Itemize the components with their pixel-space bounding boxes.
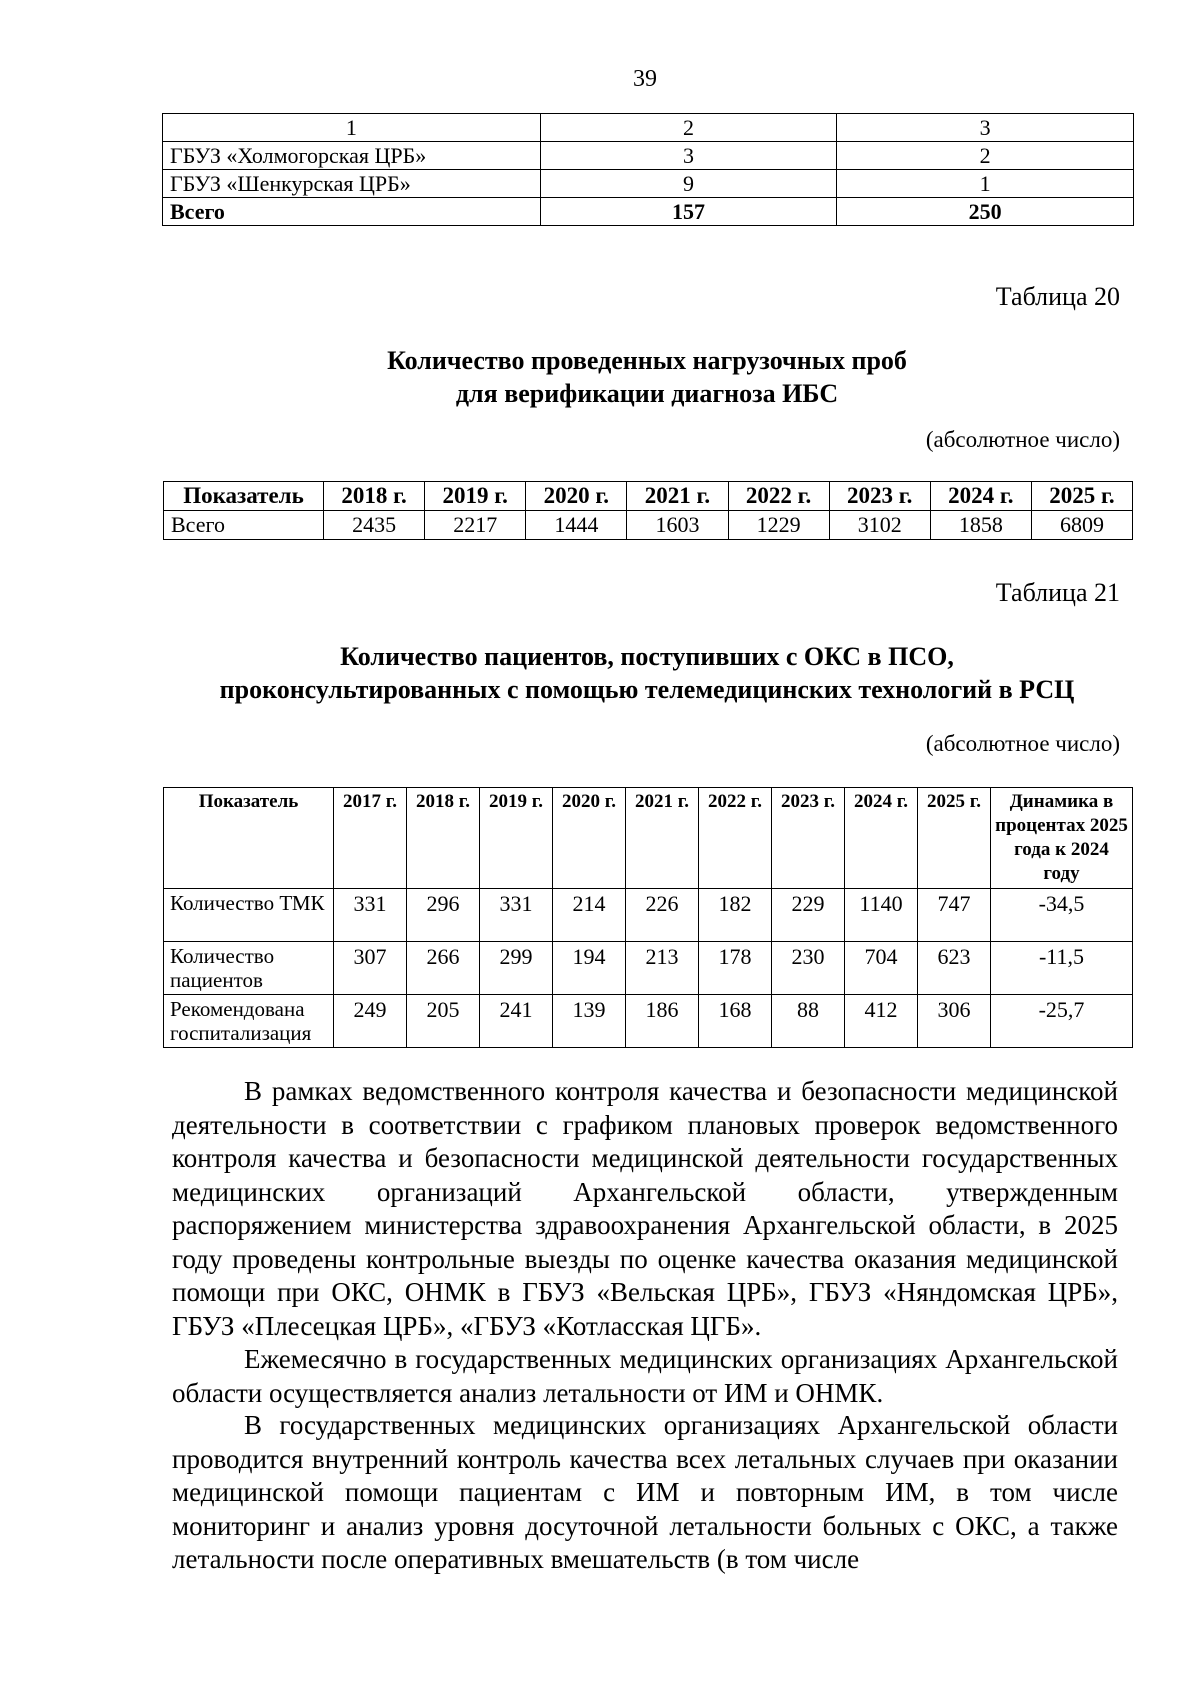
value-cell: 3 [540,142,837,170]
column-number-cell: 1 [163,114,541,142]
value-cell: 266 [407,942,480,995]
table20-title-line2: для верификации диагноза ИБС [455,379,839,408]
value-cell: 205 [407,995,480,1048]
table-row [164,942,1133,995]
header-cell: 2025 г. [1031,482,1132,511]
table-row [164,511,1133,540]
header-cell: Динамика в процентах 2025 года к 2024 году [991,788,1133,889]
value-cell: 412 [845,995,918,1048]
header-cell: 2017 г. [334,788,407,889]
value-cell: 214 [553,889,626,942]
value-cell: 1 [837,170,1134,198]
header-cell: 2019 г. [425,482,526,511]
value-cell: 168 [699,995,772,1048]
value-cell: 2 [837,142,1134,170]
column-number-cell: 2 [540,114,837,142]
value-cell: 194 [553,942,626,995]
value-cell: 747 [918,889,991,942]
value-cell: 2435 [324,511,425,540]
header-cell: 2020 г. [526,482,627,511]
total-label-cell: Всего [163,198,541,226]
header-cell: Показатель [164,482,324,511]
value-cell: 331 [480,889,553,942]
value-cell: 623 [918,942,991,995]
value-cell: 229 [772,889,845,942]
table21-title-line1: Количество пациентов, поступивших с ОКС в ПСО, [340,642,954,671]
value-cell: 704 [845,942,918,995]
value-cell: 139 [553,995,626,1048]
value-cell: 307 [334,942,407,995]
header-cell: 2023 г. [772,788,845,889]
header-cell: 2021 г. [626,788,699,889]
dynamics-cell: -34,5 [991,889,1133,942]
page-number: 39 [633,66,657,92]
header-cell: 2020 г. [553,788,626,889]
paragraph-monthly-analysis: Ежемесячно в государственных медицинских организациях Архангельской области осуществляется анализ летальности от ИМ и ОНМК. [172,1344,1118,1408]
table20 [163,481,1133,540]
value-cell: 296 [407,889,480,942]
value-cell: 3102 [829,511,930,540]
value-cell: 249 [334,995,407,1048]
table-header-row [164,788,1133,889]
column-number-cell: 3 [837,114,1134,142]
table21-label: Таблица 21 [995,578,1120,607]
value-cell: 2217 [425,511,526,540]
value-cell: 6809 [1031,511,1132,540]
value-cell: 1444 [526,511,627,540]
header-cell: 2024 г. [930,482,1031,511]
paragraph-internal-control: В государственных медицинских организациях Архангельской области проводится внутренний контроль качества всех летальных случаев при оказании медицинской помощи пациентам с ИМ и повторным ИМ, в том числе мониторинг и анализ уровня досуточной летальности больных с ОКС, а также летальности после оперативных вмешательств (в том числе [172,1410,1118,1574]
total-value-cell: 250 [837,198,1134,226]
value-cell: 182 [699,889,772,942]
table-header-row [164,482,1133,511]
table20-unit-note: (абсолютное число) [925,427,1120,452]
value-cell: 178 [699,942,772,995]
value-cell: 213 [626,942,699,995]
table21-unit-note: (абсолютное число) [925,731,1120,756]
organization-cell: ГБУЗ «Шенкурская ЦРБ» [163,170,541,198]
dynamics-cell: -25,7 [991,995,1133,1048]
table21-title-line2: проконсультированных с помощью телемедицинских технологий в РСЦ [219,675,1075,704]
value-cell: 331 [334,889,407,942]
paragraph-quality-control: В рамках ведомственного контроля качества и безопасности медицинской деятельности в соответствии с графиком плановых проверок ведомственного контроля качества и безопасности медицинской деятельности государственных медицинских организаций Архангельской области, утвержденным распоряжением министерства здравоохранения Архангельской области, в 2025 году проведены контрольные выезды по оценке качества оказания медицинской помощи при ОКС, ОНМК в ГБУЗ «Вельская ЦРБ», ГБУЗ «Няндомская ЦРБ», ГБУЗ «Плесецкая ЦРБ», «ГБУЗ «Котласская ЦГБ». [172,1076,1118,1341]
header-cell: 2019 г. [480,788,553,889]
table-header-row [163,114,1134,142]
total-row [163,198,1134,226]
table21-title [160,640,1134,706]
table-row [163,170,1134,198]
value-cell: 230 [772,942,845,995]
table20-title [160,344,1134,410]
value-cell: 306 [918,995,991,1048]
value-cell: 299 [480,942,553,995]
table20-label: Таблица 20 [995,282,1120,311]
total-value-cell: 157 [540,198,837,226]
row-label-cell: Рекомендована госпитализация [164,995,334,1048]
header-cell: 2022 г. [728,482,829,511]
row-label-cell: Всего [164,511,324,540]
value-cell: 186 [626,995,699,1048]
table-row [163,142,1134,170]
value-cell: 1603 [627,511,728,540]
header-cell: 2018 г. [324,482,425,511]
value-cell: 1140 [845,889,918,942]
header-cell: 2025 г. [918,788,991,889]
table-row [164,995,1133,1048]
value-cell: 226 [626,889,699,942]
header-cell: Показатель [164,788,334,889]
value-cell: 1229 [728,511,829,540]
value-cell: 241 [480,995,553,1048]
continuation-table [162,113,1134,226]
header-cell: 2023 г. [829,482,930,511]
value-cell: 1858 [930,511,1031,540]
row-label-cell: Количество пациентов [164,942,334,995]
table-row [164,889,1133,942]
header-cell: 2021 г. [627,482,728,511]
dynamics-cell: -11,5 [991,942,1133,995]
header-cell: 2018 г. [407,788,480,889]
table20-title-line1: Количество проведенных нагрузочных проб [387,346,907,375]
value-cell: 88 [772,995,845,1048]
header-cell: 2024 г. [845,788,918,889]
table21 [163,787,1133,1048]
header-cell: 2022 г. [699,788,772,889]
row-label-cell: Количество ТМК [164,889,334,942]
value-cell: 9 [540,170,837,198]
organization-cell: ГБУЗ «Холмогорская ЦРБ» [163,142,541,170]
